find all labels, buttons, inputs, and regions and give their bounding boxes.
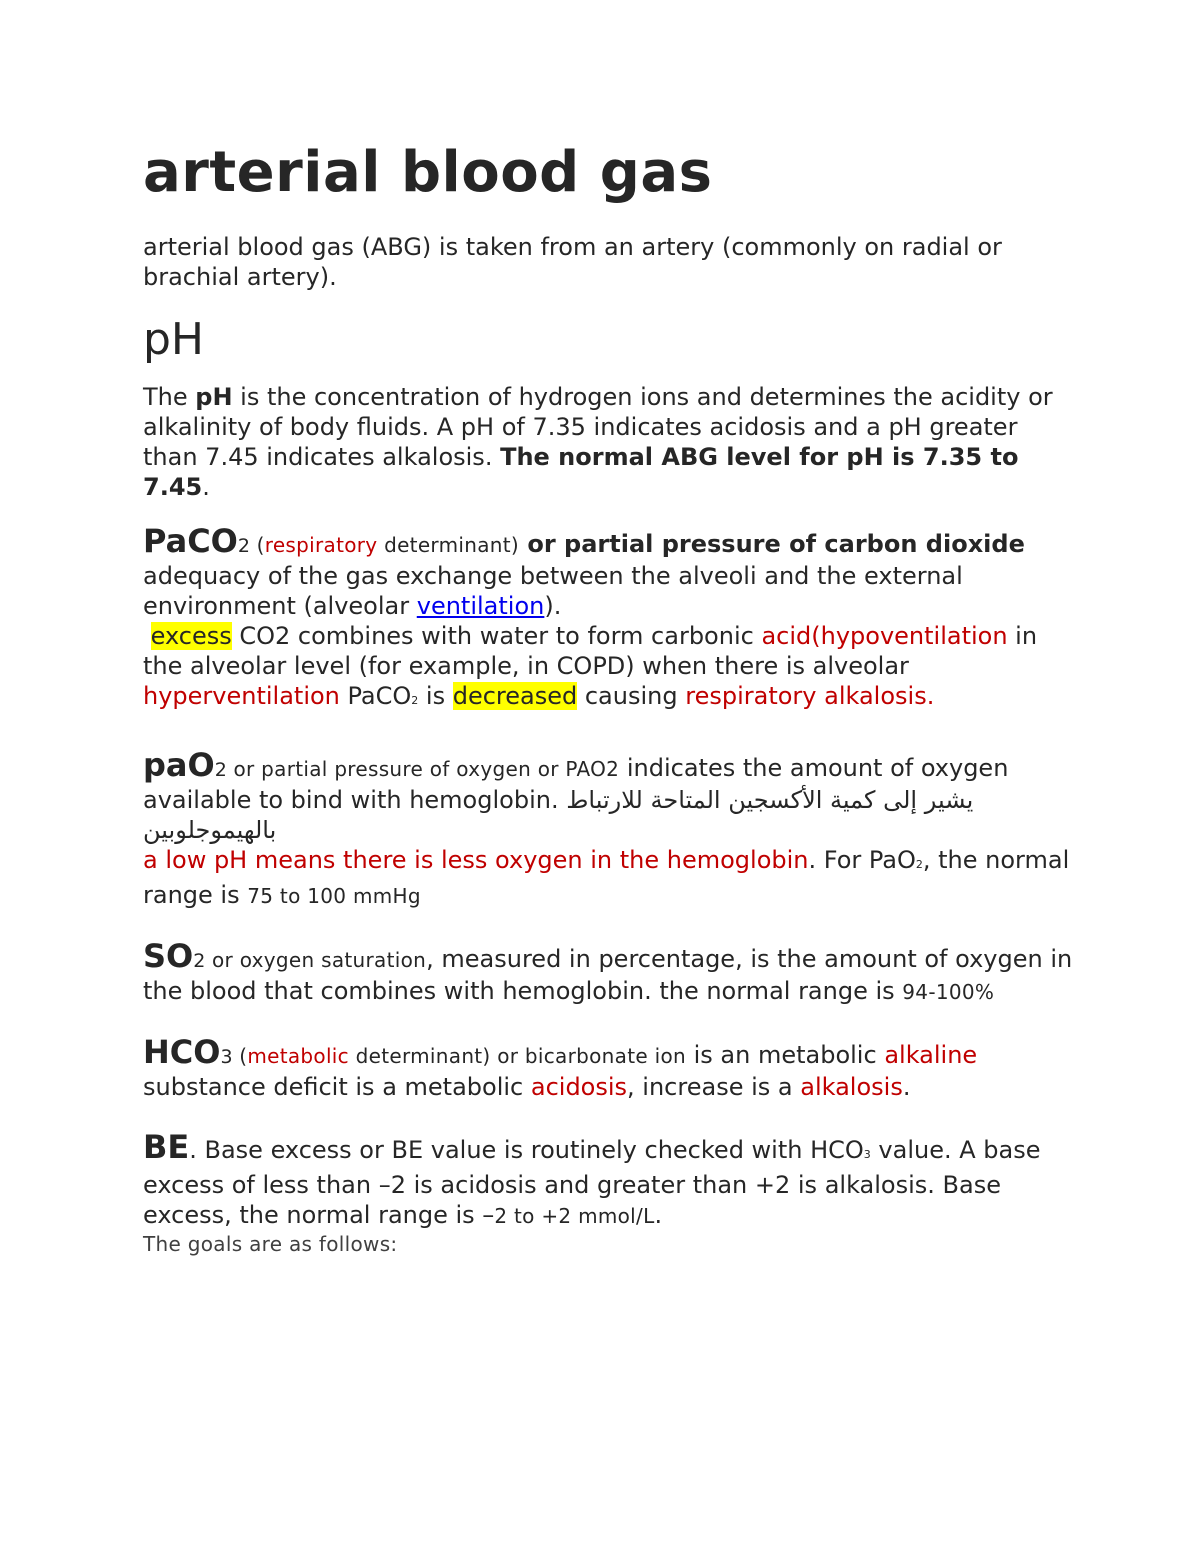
ph-heading: pH <box>143 314 205 365</box>
hco3-section <box>143 1033 1073 1102</box>
paco2-determinant: determinant) <box>377 533 519 557</box>
so2-heading-text: SO <box>143 937 194 975</box>
pao2-text-1: indicates the amount of oxygen available to bind with hemoglobin. <box>143 754 1009 814</box>
hco3-metabolic: metabolic <box>247 1044 349 1068</box>
hco3-text-1: is an metabolic <box>685 1041 885 1069</box>
pao2-sub-2: 2 <box>915 858 923 871</box>
be-text-2: value. A base excess of less than –2 is acidosis and greater than +2 is alkalosis. Base excess, the normal range is – <box>143 1136 1041 1229</box>
paco2-text-2: ). <box>544 592 562 620</box>
pao2-low-ph: a low pH means there is less oxygen in the hemoglobin <box>143 846 809 874</box>
pao2-heading-text: paO <box>143 746 215 784</box>
paco2-text-3: CO2 combines with water to form carbonic <box>231 622 762 650</box>
paco2-text-4: in the alveolar level (for example, in COPD) when there is alveolar <box>143 622 1038 680</box>
hco3-paren: ( <box>232 1044 248 1068</box>
paco2-text-7: causing <box>577 682 686 710</box>
paco2-sub-2: 2 <box>411 694 419 707</box>
hco3-text-4: . <box>902 1073 911 1101</box>
hco3-alkalosis: alkalosis <box>800 1073 903 1101</box>
paco2-text-5: PaCO <box>339 682 412 710</box>
paco2-text-1: adequacy of the gas exchange between the alveoli and the external environment (alveolar <box>143 562 963 620</box>
paco2-heading-sub: 2 <box>237 535 250 557</box>
so2-text-1: , measured in percentage, is the amount of oxygen in the blood that combines with hemoglobin. the normal range is <box>143 945 1073 1005</box>
so2-heading <box>143 937 205 975</box>
be-paragraph <box>143 1128 1073 1231</box>
be-sub-3: 3 <box>863 1148 871 1161</box>
ph-normal-level: The normal ABG level for pH is 7.35 to 7.45 <box>143 443 1019 501</box>
ph-paragraph <box>143 382 1073 502</box>
hco3-text-2: substance deficit is a metabolic <box>143 1073 531 1101</box>
paco2-text-6: is <box>418 682 453 710</box>
hco3-alkaline: alkaline <box>884 1041 978 1069</box>
hco3-definition: determinant) or bicarbonate ion <box>348 1044 686 1068</box>
pao2-paragraph <box>143 746 1073 911</box>
page-title: arterial blood gas <box>143 140 713 205</box>
paco2-respiratory: respiratory <box>264 533 378 557</box>
hco3-acidosis: acidosis <box>530 1073 628 1101</box>
hco3-heading-text: HCO <box>143 1033 221 1071</box>
pao2-arabic: يشير إلى كمية الأكسجين المتاحة للارتباط بالهيموجلوبين <box>143 786 974 844</box>
be-text-1: . Base excess or BE value is routinely checked with HCO <box>189 1136 864 1164</box>
goals-line: The goals are as follows: <box>143 1232 398 1256</box>
so2-definition: or oxygen saturation <box>205 948 427 972</box>
paco2-heading-text: PaCO <box>143 522 238 560</box>
ph-period: . <box>202 473 210 501</box>
be-heading: BE <box>143 1128 190 1166</box>
hco3-heading-sub: 3 <box>220 1046 233 1068</box>
be-range: 2 to +2 mmol/L <box>494 1204 655 1228</box>
paco2-definition: or partial pressure of carbon dioxide <box>519 530 1025 558</box>
pao2-range: 75 to 100 mmHg <box>247 884 421 908</box>
paco2-alkalosis: respiratory alkalosis. <box>685 682 935 710</box>
pao2-section <box>143 746 1073 911</box>
hco3-paragraph <box>143 1033 1073 1102</box>
paco2-heading <box>143 522 250 560</box>
document-content <box>143 140 1073 1257</box>
be-period: . <box>654 1201 663 1229</box>
paco2-paren: ( <box>249 533 265 557</box>
hco3-text-3: , increase is a <box>627 1073 801 1101</box>
be-section <box>143 1128 1073 1257</box>
paco2-section <box>143 522 1073 716</box>
pao2-heading <box>143 746 227 784</box>
ph-text-1: The <box>143 383 196 411</box>
intro-paragraph: arterial blood gas (ABG) is taken from an artery (commonly on radial or brachial artery). <box>143 233 1002 291</box>
pao2-heading-sub: 2 <box>214 759 227 781</box>
paco2-decreased: decreased <box>452 682 578 710</box>
pao2-text-3: , the normal range is <box>143 846 1070 909</box>
ph-text-2: is the concentration of hydrogen ions and determines the acidity or alkalinity of body fluids. A pH of 7.35 indicates acidosis and a pH greater than 7.45 indicates alkalosis. <box>143 383 1053 471</box>
ph-term: pH <box>195 383 233 411</box>
pao2-definition: or partial pressure of oxygen or PAO2 <box>226 757 620 781</box>
ventilation-link[interactable]: ventilation <box>416 592 545 620</box>
hco3-heading <box>143 1033 233 1071</box>
paco2-paragraph <box>143 522 1073 716</box>
so2-section <box>143 937 1073 1007</box>
pao2-text-2: . For PaO <box>808 846 916 874</box>
paco2-excess: excess <box>150 622 232 650</box>
so2-range: 94-100% <box>902 980 995 1004</box>
so2-paragraph <box>143 937 1073 1007</box>
paco2-hyperventilation: hyperventilation <box>143 682 340 710</box>
paco2-acid: acid(hypoventilation <box>761 622 1008 650</box>
so2-heading-sub: 2 <box>193 950 206 972</box>
